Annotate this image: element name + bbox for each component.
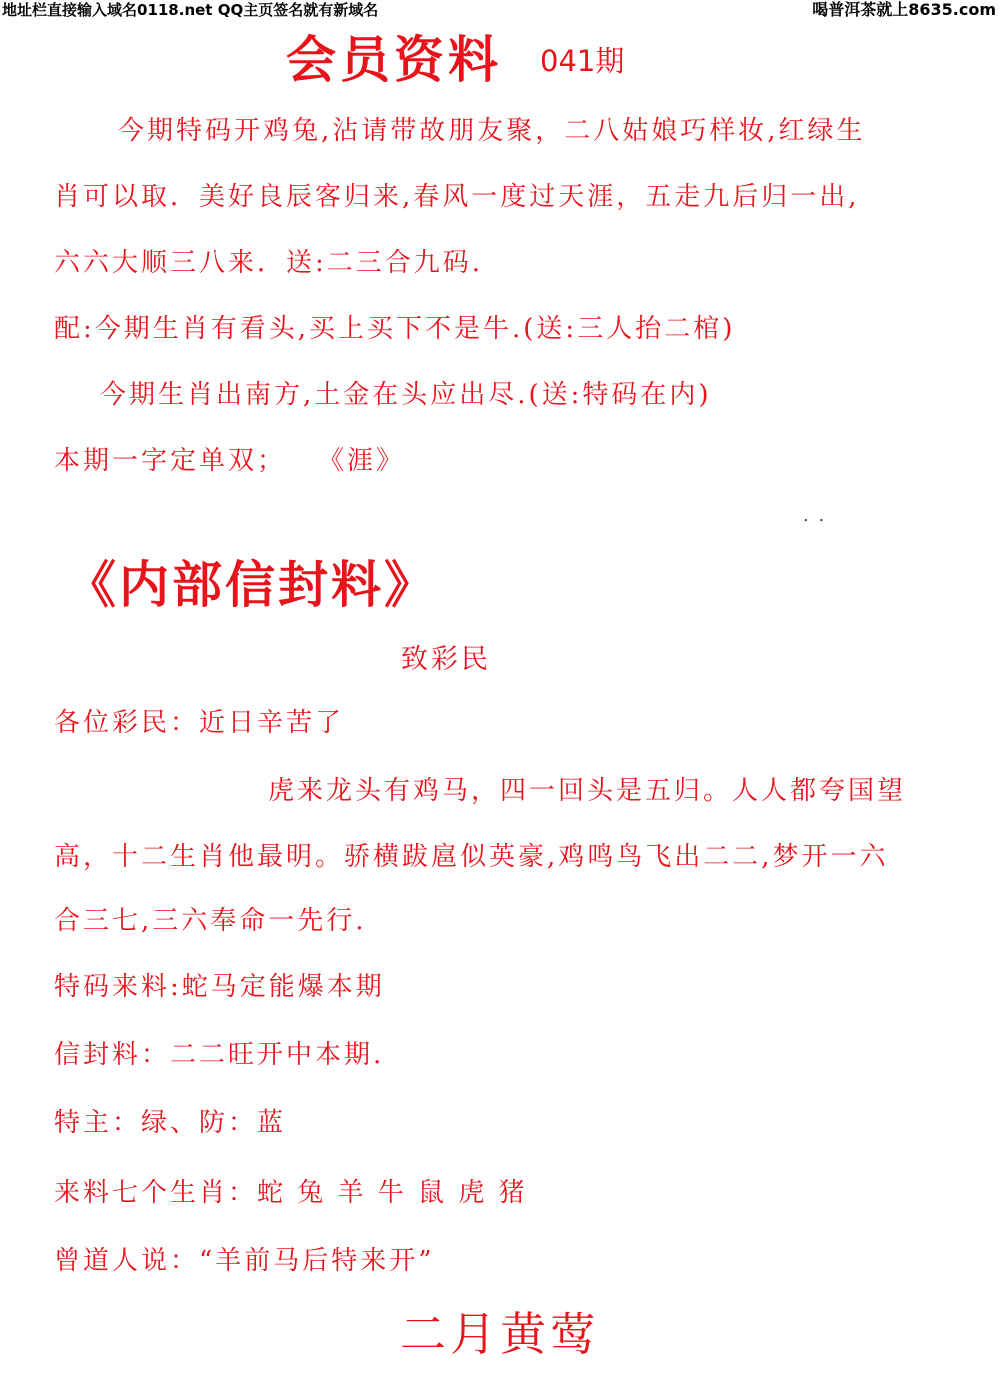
footer-title: 二月黄莺 (400, 1307, 600, 1361)
poem2-line-3: 合三七,三六奉命一先行. (54, 906, 367, 936)
tema-line: 特码来料:蛇马定能爆本期 (54, 972, 385, 1002)
section-title-envelope: 《内部信封料》 (66, 555, 437, 614)
page-title (286, 20, 624, 92)
single-double-line: 本期一字定单双； 《涯》 (54, 446, 406, 476)
pei-line-1: 配:今期生肖有看头,买上买下不是牛.(送:三人抬二棺) (54, 314, 736, 344)
pei-line-2: 今期生肖出南方,土金在头应出尽.(送:特码在内) (100, 380, 712, 410)
subtitle-to-lottery-players (0, 637, 1000, 676)
stray-dots: . . (803, 505, 827, 526)
poem-line-2: 肖可以取．美好良辰客归来,春风一度过天涯，五走九后归一出, (54, 182, 860, 212)
main-pick-line: 特主：绿、防：蓝 (54, 1108, 287, 1138)
poem-line-1: 今期特码开鸡兔,沾请带故朋友聚，二八姑娘巧样妆,红绿生 (118, 116, 866, 146)
header-right-banner: 喝普洱茶就上8635.com (812, 0, 996, 19)
poem2-line-2: 高，十二生肖他最明。骄横跋扈似英豪,鸡鸣鸟飞出二二,梦开一六 (54, 842, 889, 872)
greeting-line: 各位彩民：近日辛苦了 (54, 708, 345, 738)
title-main: 会员资料 (286, 30, 502, 89)
poem2-line-1: 虎来龙头有鸡马，四一回头是五归。人人都夸国望 (268, 776, 907, 806)
seven-zodiac-line: 来料七个生肖：蛇 兔 羊 牛 鼠 虎 猪 (54, 1178, 528, 1208)
subtitle-text: 致彩民 (401, 644, 491, 675)
daoist-saying-line: 曾道人说：“羊前马后特来开” (54, 1246, 435, 1276)
poem-line-3: 六六大顺三八来．送:二三合九码. (54, 248, 484, 278)
title-issue: 041期 (540, 44, 625, 78)
envelope-line: 信封料：二二旺开中本期. (54, 1040, 385, 1070)
header-left-banner: 地址栏直接输入域名0118.net QQ主页签名就有新域名 (2, 1, 379, 19)
